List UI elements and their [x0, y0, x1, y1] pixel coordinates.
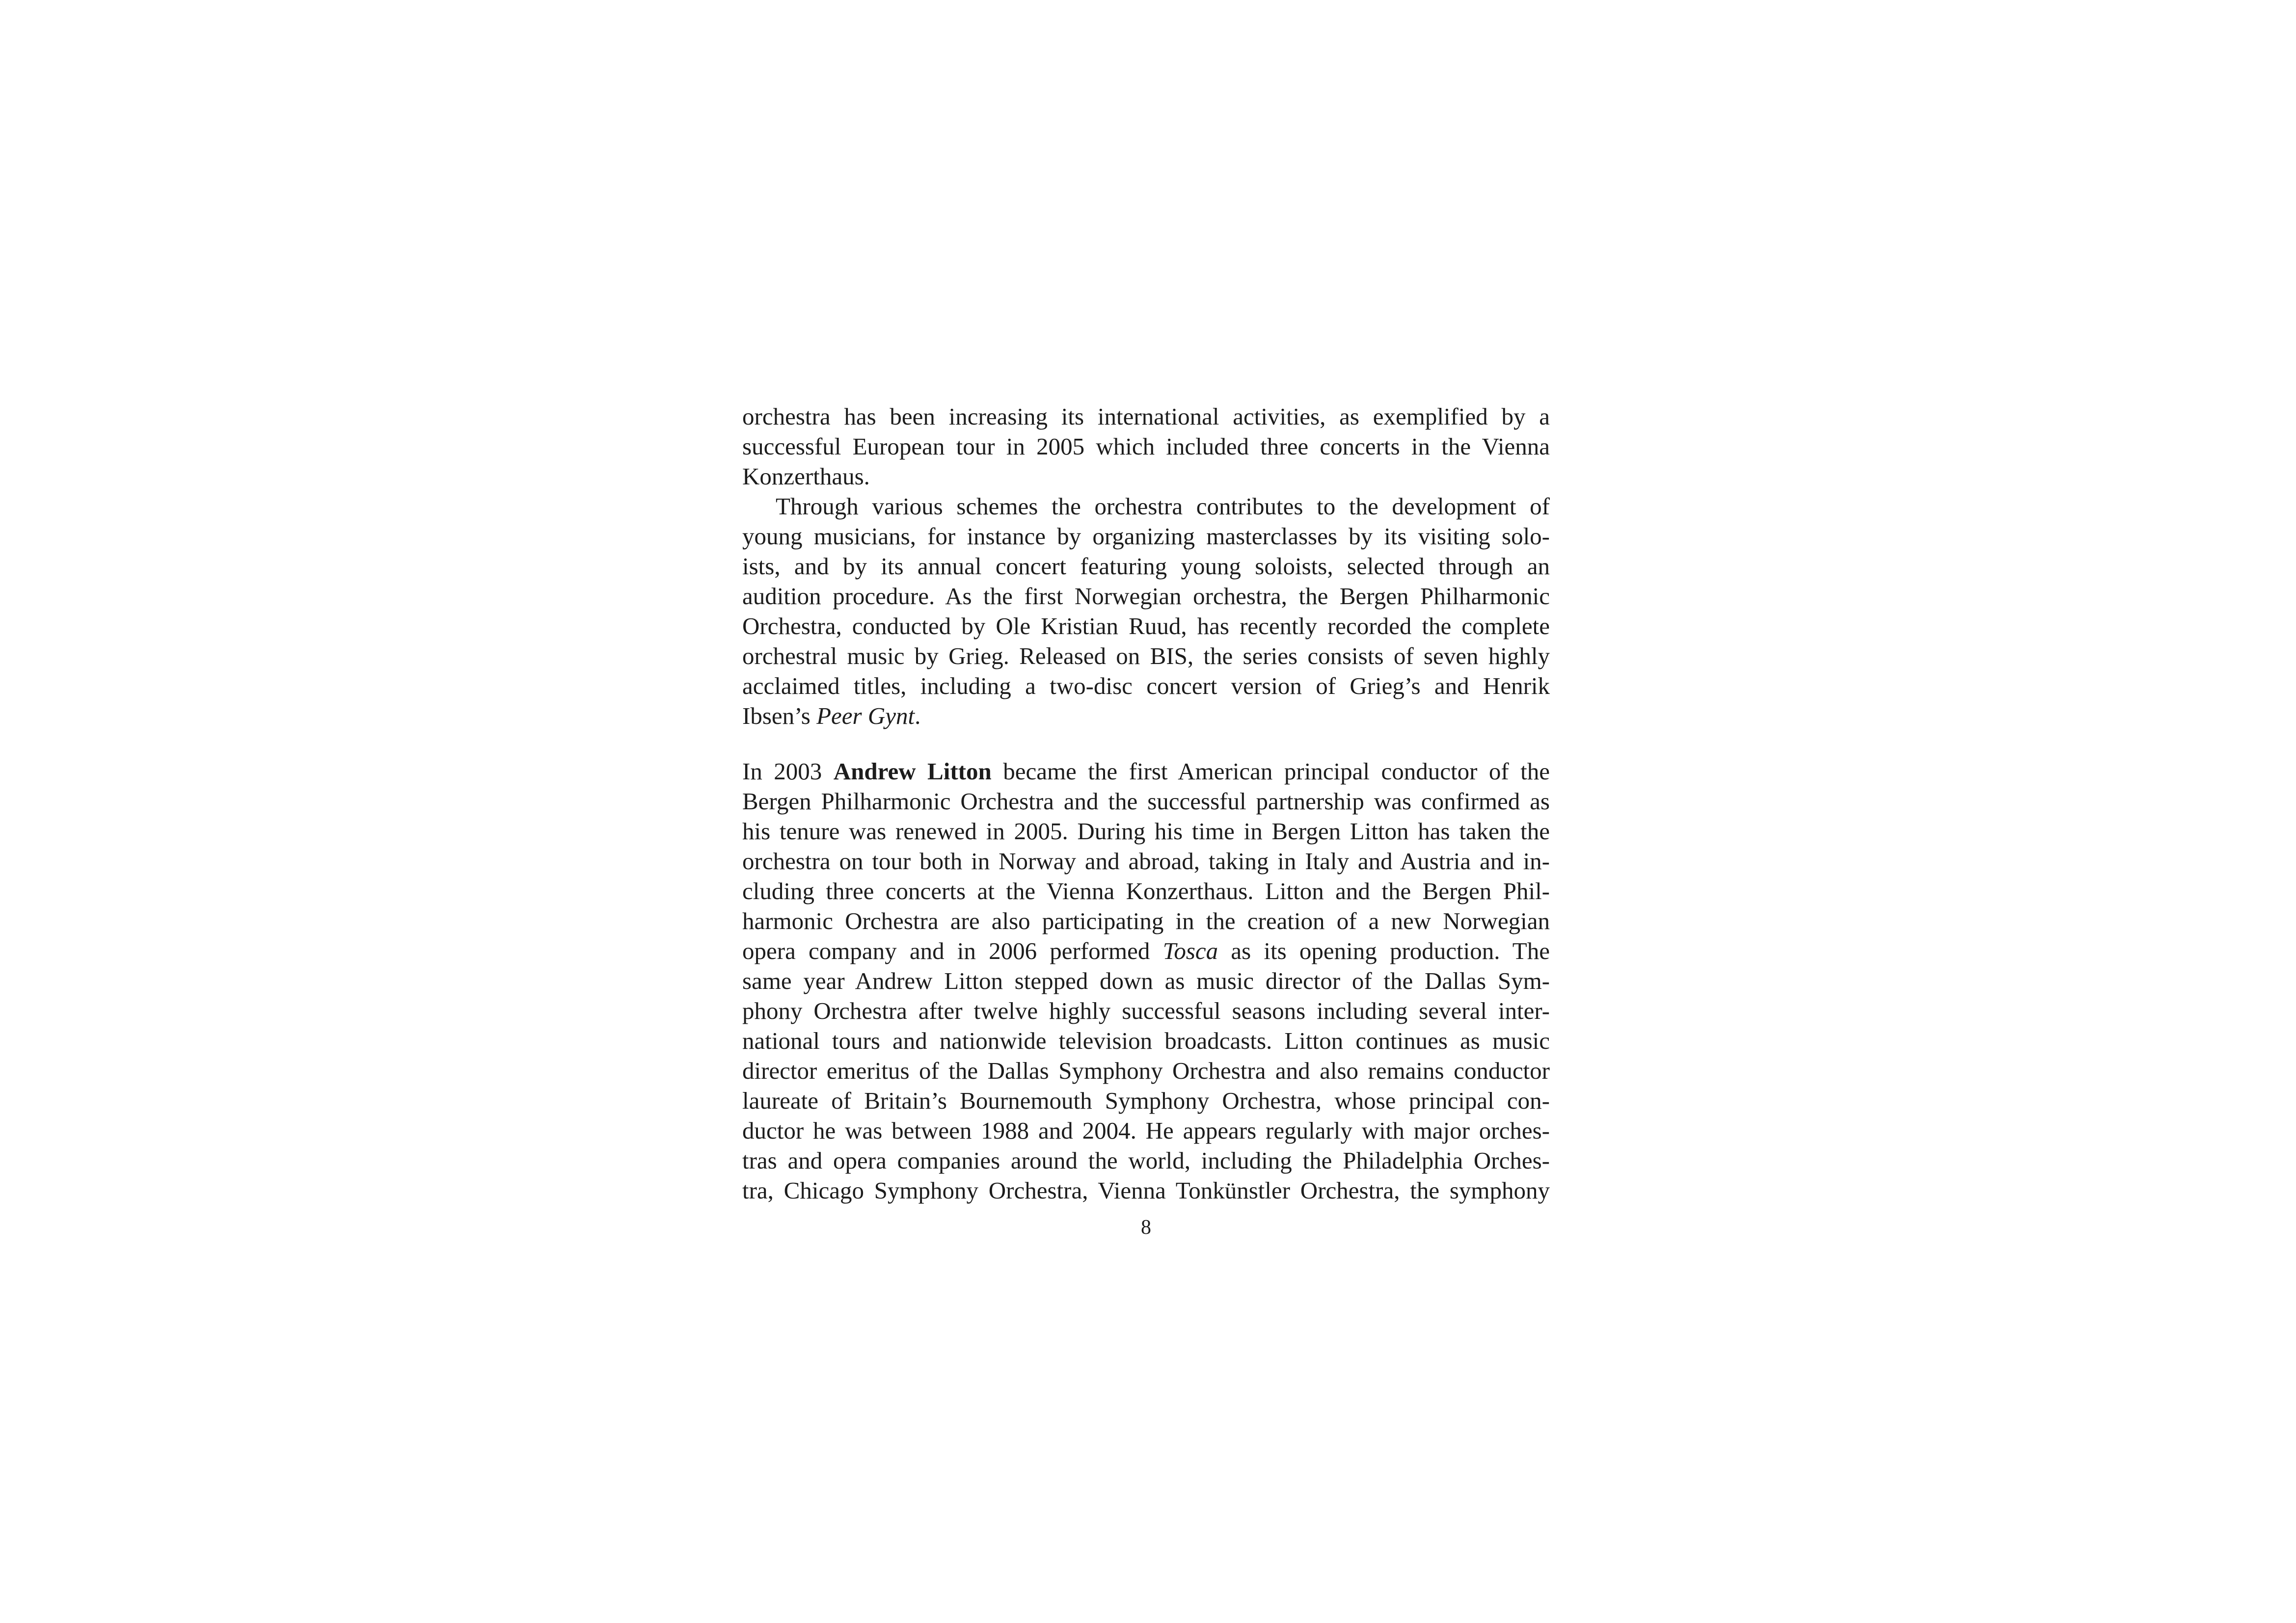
text-line: [742, 906, 1550, 936]
text-segment: orchestra on tour both in Norway and abroad, taking in Italy and Austria and in-: [742, 848, 1550, 875]
text-line: [742, 491, 1550, 521]
text-segment: ists, and by its annual concert featuring young soloists, selected through an: [742, 553, 1550, 580]
text-segment: Konzerthaus.: [742, 463, 870, 490]
text-line: [742, 701, 1550, 731]
text-line: [742, 551, 1550, 581]
text-segment: laureate of Britain’s Bournemouth Symphony Orchestra, whose principal con-: [742, 1087, 1550, 1114]
text-segment: ductor he was between 1988 and 2004. He appears regularly with major orches-: [742, 1117, 1550, 1144]
text-line: [742, 876, 1550, 906]
paragraphs: [742, 401, 1550, 1205]
text-segment: his tenure was renewed in 2005. During his time in Bergen Litton has taken the: [742, 818, 1550, 845]
italic-text-segment: Peer Gynt: [816, 702, 915, 729]
text-line: [742, 1175, 1550, 1205]
text-line: [742, 611, 1550, 641]
text-segment: became the first American principal conductor of the: [991, 758, 1550, 785]
text-line: [742, 431, 1550, 461]
text-segment: director emeritus of the Dallas Symphony Orchestra and also remains conductor: [742, 1057, 1550, 1084]
text-line: [742, 786, 1550, 816]
text-segment: orchestra has been increasing its international activities, as exemplified by a: [742, 403, 1550, 430]
page-number: 8: [1141, 1216, 1151, 1239]
text-segment: as its opening production. The: [1218, 937, 1550, 964]
bold-text-segment: Andrew Litton: [833, 758, 992, 785]
text-segment: orchestral music by Grieg. Released on BIS, the series consists of seven highly: [742, 642, 1550, 669]
text-line: [742, 1116, 1550, 1145]
text-segment: same year Andrew Litton stepped down as music director of the Dallas Sym-: [742, 967, 1550, 994]
text-segment: Orchestra, conducted by Ole Kristian Ruud, has recently recorded the complete: [742, 612, 1550, 639]
text-segment: Through various schemes the orchestra contributes to the development of: [776, 493, 1550, 520]
text-line: [742, 1086, 1550, 1116]
paragraph: [742, 401, 1550, 491]
text-segment: Ibsen’s: [742, 702, 817, 729]
text-segment: tra, Chicago Symphony Orchestra, Vienna Tonkünstler Orchestra, the symphony: [742, 1177, 1550, 1204]
text-line: [742, 401, 1550, 431]
text-segment: cluding three concerts at the Vienna Konzerthaus. Litton and the Bergen Phil-: [742, 878, 1550, 905]
text-line: [742, 966, 1550, 996]
text-line: [742, 641, 1550, 671]
text-segment: tras and opera companies around the world, including the Philadelphia Orches-: [742, 1147, 1550, 1174]
text-segment: phony Orchestra after twelve highly successful seasons including several inter-: [742, 997, 1550, 1024]
italic-text-segment: Tosca: [1162, 937, 1218, 964]
text-segment: opera company and in 2006 performed: [742, 937, 1163, 964]
text-line: [742, 996, 1550, 1026]
text-segment: young musicians, for instance by organizing masterclasses by its visiting solo-: [742, 523, 1550, 550]
text-line: [742, 846, 1550, 876]
page-text: [742, 401, 1550, 1243]
text-segment: In 2003: [742, 758, 834, 785]
text-segment: acclaimed titles, including a two-disc concert version of Grieg’s and Henrik: [742, 672, 1550, 699]
text-line: [742, 1026, 1550, 1056]
text-line: [742, 936, 1550, 966]
text-line: [742, 671, 1550, 701]
paragraph: [742, 491, 1550, 731]
text-segment: audition procedure. As the first Norwegian orchestra, the Bergen Philharmonic: [742, 583, 1550, 610]
text-segment: Bergen Philharmonic Orchestra and the successful partnership was confirmed as: [742, 788, 1550, 815]
text-segment: national tours and nationwide television broadcasts. Litton continues as music: [742, 1027, 1550, 1054]
paragraph: [742, 756, 1550, 1205]
text-line: [742, 1145, 1550, 1175]
text-segment: harmonic Orchestra are also participating in the creation of a new Norwegian: [742, 907, 1550, 934]
text-line: [742, 521, 1550, 551]
text-line: [742, 816, 1550, 846]
text-line: [742, 756, 1550, 786]
text-line: [742, 581, 1550, 611]
text-line: [742, 1056, 1550, 1086]
text-segment: successful European tour in 2005 which included three concerts in the Vienna: [742, 433, 1550, 460]
text-segment: .: [915, 702, 921, 729]
text-line: [742, 461, 1550, 491]
